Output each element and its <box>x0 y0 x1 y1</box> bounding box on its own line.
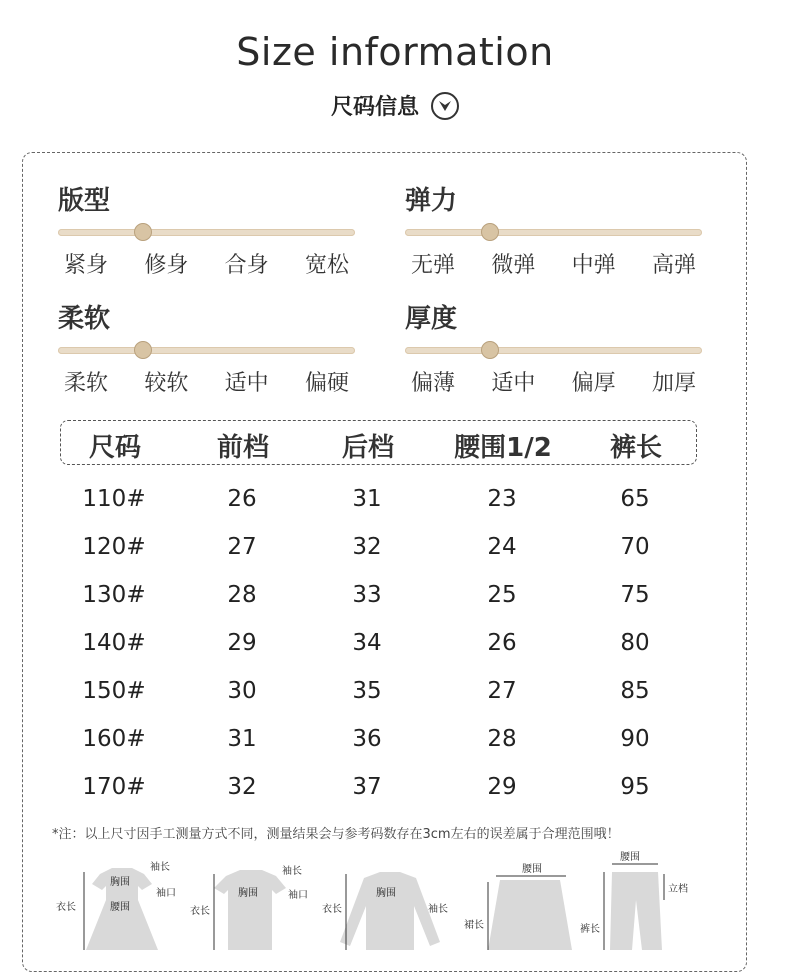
measurement-cell: 35 <box>352 678 382 704</box>
diagram-label: 裤长 <box>580 924 600 935</box>
diagram-label: 腰围 <box>620 852 640 863</box>
column-header: 前档 <box>216 433 270 463</box>
option-label: 偏硬 <box>304 371 349 396</box>
diagram-label: 袖长 <box>428 904 448 915</box>
measurement-cell: 32 <box>352 534 382 560</box>
attribute-title: 柔软 <box>58 304 111 334</box>
option-label: 适中 <box>491 371 536 396</box>
slider-knob <box>134 341 152 359</box>
measurement-cell: 29 <box>487 774 517 800</box>
measurement-cell: 31 <box>352 486 382 512</box>
measurement-cell: 33 <box>352 582 382 608</box>
diagram-label: 袖长 <box>282 866 302 877</box>
option-label: 偏厚 <box>571 371 616 396</box>
measurement-cell: 34 <box>352 630 382 656</box>
measurement-cell: 26 <box>227 486 257 512</box>
diagram-label: 衣长 <box>322 904 342 915</box>
diagram-label: 胸围 <box>110 877 130 888</box>
diagram-label: 衣长 <box>190 906 210 917</box>
subtitle-row <box>0 90 790 121</box>
option-label: 中弹 <box>571 253 616 278</box>
column-header: 尺码 <box>88 433 142 463</box>
option-label: 偏薄 <box>411 371 456 396</box>
pants-diagram <box>580 851 688 950</box>
measurement-cell: 80 <box>620 630 650 656</box>
slider-knob <box>134 223 152 241</box>
measurement-cell: 27 <box>487 678 517 704</box>
attribute-thickness <box>405 298 702 397</box>
chevron-down-icon <box>431 92 459 120</box>
measurement-cell: 25 <box>487 582 517 608</box>
attribute-title: 厚度 <box>405 304 458 334</box>
measurement-cell: 37 <box>352 774 382 800</box>
skirt-diagram <box>464 863 572 950</box>
measurement-cell: 27 <box>227 534 257 560</box>
option-label: 合身 <box>224 253 269 278</box>
column-header: 后档 <box>341 433 395 463</box>
size-cell: 120# <box>82 534 146 560</box>
diagram-label: 胸围 <box>376 888 396 899</box>
measurement-cell: 24 <box>487 534 517 560</box>
attribute-title: 弹力 <box>405 186 458 216</box>
attribute-fit <box>58 180 355 279</box>
option-label: 柔软 <box>64 371 109 396</box>
attribute-title: 版型 <box>58 186 111 216</box>
measurement-cell: 75 <box>620 582 650 608</box>
attribute-elasticity <box>405 180 702 279</box>
option-label: 较软 <box>144 371 189 396</box>
subtitle: 尺码信息 <box>330 95 419 120</box>
option-label: 紧身 <box>64 253 109 278</box>
dress-diagram <box>56 860 176 950</box>
size-cell: 150# <box>82 678 146 704</box>
diagram-label: 袖口 <box>156 888 176 899</box>
option-label: 微弹 <box>491 253 536 278</box>
diagram-label: 胸围 <box>238 888 258 899</box>
measurement-note: *注：以上尺寸因手工测量方式不同，测量结果会与参考码数存在3cm左右的误差属于合理范围哦！ <box>52 827 620 842</box>
diagram-label: 裙长 <box>464 920 484 931</box>
measurement-cell: 65 <box>620 486 650 512</box>
diagram-label: 袖口 <box>288 890 308 901</box>
measurement-cell: 23 <box>487 486 517 512</box>
diagram-label: 立档 <box>668 884 688 895</box>
option-label: 宽松 <box>304 253 349 278</box>
column-header: 裤长 <box>609 433 663 463</box>
diagram-label: 衣长 <box>56 902 76 913</box>
page-title: Size information <box>236 30 554 74</box>
size-cell: 140# <box>82 630 146 656</box>
slider-knob <box>481 341 499 359</box>
measurement-cell: 29 <box>227 630 257 656</box>
column-header: 腰围1/2 <box>454 433 552 463</box>
option-label: 适中 <box>224 371 269 396</box>
measurement-cell: 90 <box>620 726 650 752</box>
attribute-slider <box>405 338 702 364</box>
size-cell: 170# <box>82 774 146 800</box>
option-label: 修身 <box>144 253 189 278</box>
slider-knob <box>481 223 499 241</box>
measurement-cell: 85 <box>620 678 650 704</box>
garment-diagrams <box>0 850 790 950</box>
measurement-cell: 31 <box>227 726 257 752</box>
size-cell: 130# <box>82 582 146 608</box>
attribute-slider <box>58 220 355 246</box>
option-label: 高弹 <box>651 253 696 278</box>
measurement-cell: 30 <box>227 678 257 704</box>
measurement-cell: 28 <box>487 726 517 752</box>
attribute-slider <box>58 338 355 364</box>
measurement-cell: 32 <box>227 774 257 800</box>
measurement-cell: 26 <box>487 630 517 656</box>
tshirt-diagram <box>190 864 308 950</box>
size-table-header <box>60 420 697 465</box>
long-sleeve-diagram <box>322 872 448 950</box>
diagram-label: 腰围 <box>110 902 130 913</box>
measurement-cell: 36 <box>352 726 382 752</box>
size-cell: 110# <box>82 486 146 512</box>
diagram-label: 腰围 <box>522 864 542 875</box>
option-label: 无弹 <box>411 253 456 278</box>
measurement-cell: 70 <box>620 534 650 560</box>
diagram-label: 袖长 <box>150 862 170 873</box>
option-label: 加厚 <box>651 371 696 396</box>
measurement-cell: 95 <box>620 774 650 800</box>
attribute-slider <box>405 220 702 246</box>
size-cell: 160# <box>82 726 146 752</box>
attribute-softness <box>58 298 355 397</box>
measurement-cell: 28 <box>227 582 257 608</box>
